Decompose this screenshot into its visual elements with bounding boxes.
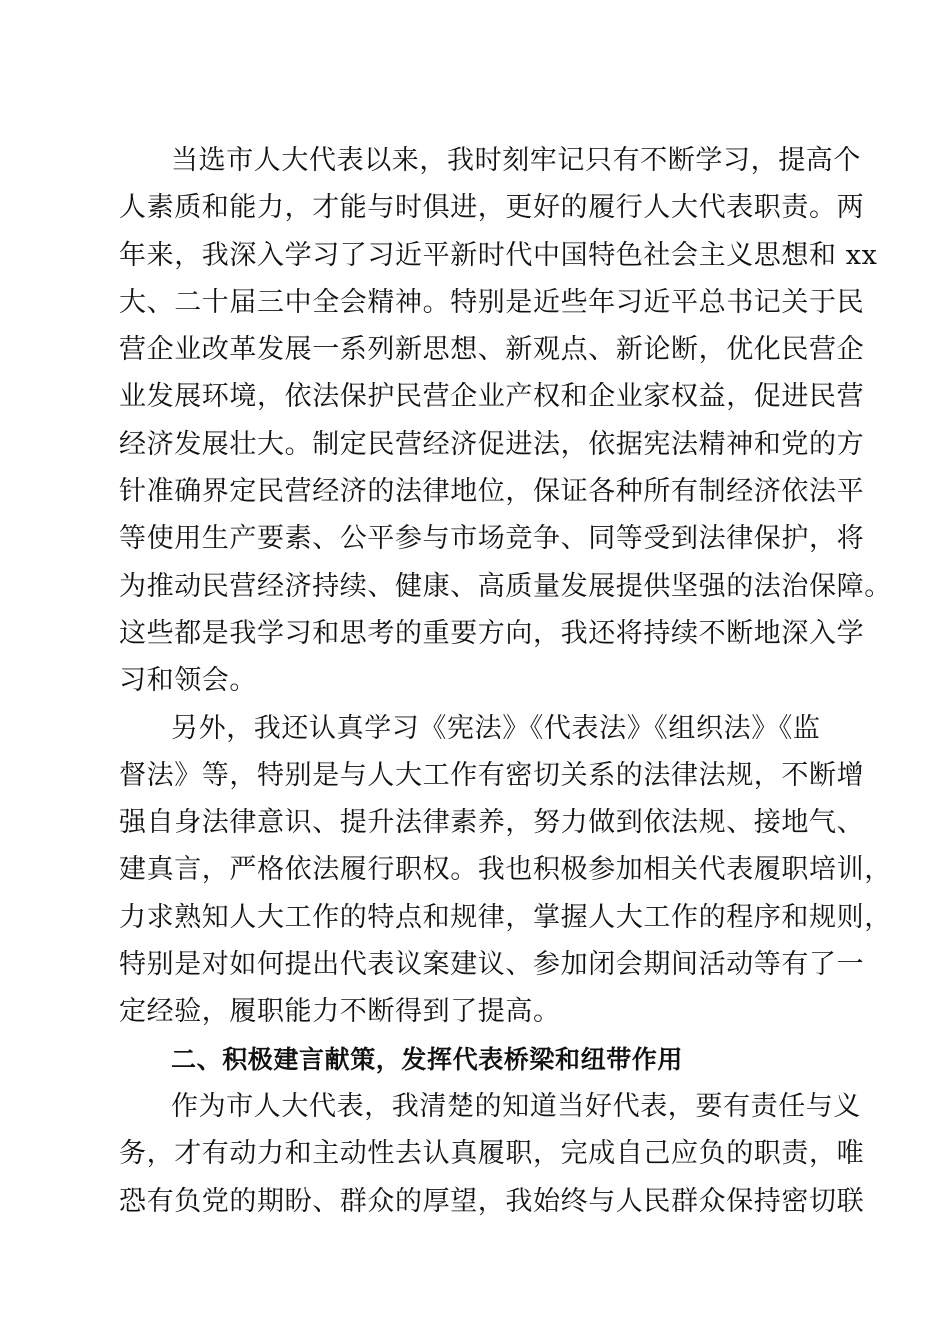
- paragraph-line: 恐有负党的期盼、群众的厚望，我始终与人民群众保持密切联: [119, 1185, 865, 1217]
- paragraph-line: 等使用生产要素、公平参与市场竞争、同等受到法律保护，将: [119, 523, 865, 555]
- paragraph-line: 业发展环境，依法保护民营企业产权和企业家权益，促进民营: [119, 381, 865, 413]
- paragraph-line: 为推动民营经济持续、健康、高质量发展提供坚强的法治保障。: [119, 570, 892, 602]
- section-heading: 二、积极建言献策，发挥代表桥梁和纽带作用: [171, 1044, 684, 1074]
- paragraph-line: 当选市人大代表以来，我时刻牢记只有不断学习，提高个: [171, 145, 861, 176]
- paragraph-line: 习和领会。: [119, 665, 257, 697]
- paragraph-2: [119, 705, 892, 1036]
- paragraph-line: 定经验，履职能力不断得到了提高。: [119, 996, 561, 1028]
- paragraph-line: 年来，我深入学习了习近平新时代中国特色社会主义思想和 xx: [119, 239, 878, 271]
- paragraph-line: 特别是对如何提出代表议案建议、参加闭会期间活动等有了一: [119, 949, 865, 981]
- paragraph-line: 强自身法律意识、提升法律素养，努力做到依法规、接地气、: [119, 807, 865, 839]
- paragraph-line: 另外，我还认真学习《宪法》《代表法》《组织法》《监: [171, 712, 821, 744]
- paragraph-line: 针准确界定民营经济的法律地位，保证各种所有制经济依法平: [119, 476, 865, 508]
- paragraph-line: 经济发展壮大。制定民营经济促进法，依据宪法精神和党的方: [119, 428, 865, 460]
- paragraph-line: 督法》等，特别是与人大工作有密切关系的法律法规，不断增: [119, 759, 865, 791]
- paragraph-line: 人素质和能力，才能与时俱进，更好的履行人大代表职责。两: [119, 192, 865, 224]
- paragraph-line: 这些都是我学习和思考的重要方向，我还将持续不断地深入学: [119, 617, 865, 649]
- paragraph-line: 作为市人大代表，我清楚的知道当好代表，要有责任与义: [171, 1090, 861, 1122]
- paragraph-line: 务，才有动力和主动性去认真履职，完成自己应负的职责，唯: [119, 1138, 865, 1170]
- document-body: [119, 137, 892, 1225]
- paragraph-3: [119, 1083, 865, 1225]
- paragraph-line: 建真言，严格依法履行职权。我也积极参加相关代表履职培训，: [119, 854, 892, 886]
- paragraph-line: 大、二十届三中全会精神。特别是近些年习近平总书记关于民: [119, 286, 865, 318]
- paragraph-line: 营企业改革发展一系列新思想、新观点、新论断，优化民营企: [119, 334, 865, 366]
- paragraph-line: 力求熟知人大工作的特点和规律，掌握人大工作的程序和规则，: [119, 901, 892, 933]
- paragraph-1: [119, 137, 892, 705]
